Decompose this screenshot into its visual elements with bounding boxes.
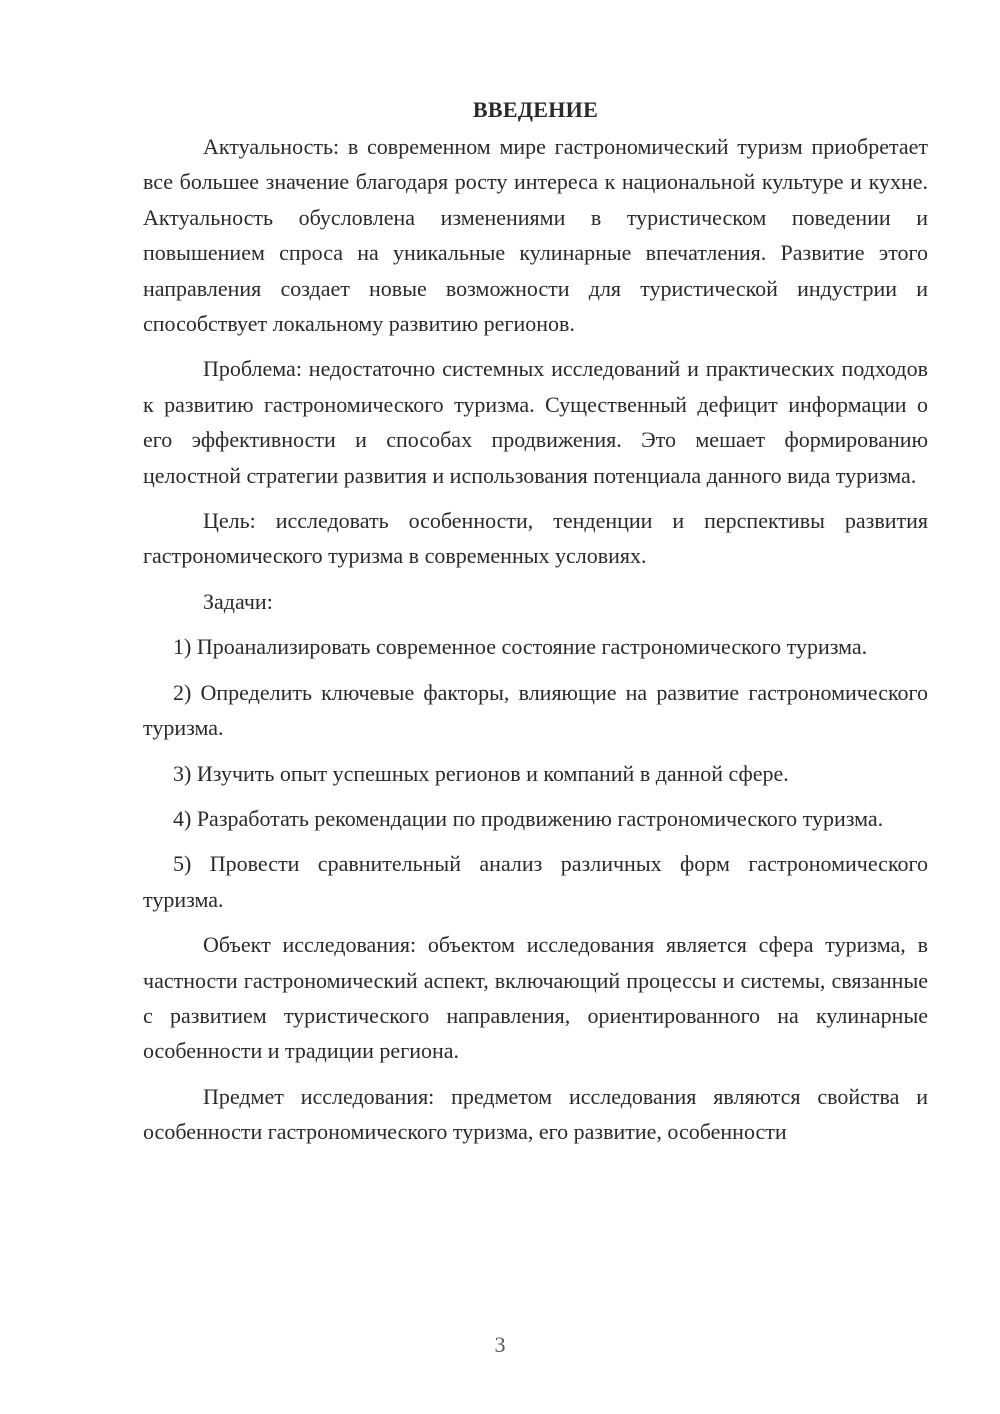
document-page	[143, 92, 928, 1160]
relevance-paragraph: Актуальность: в современном мире гастрономический туризм приобретает все большее значение благодаря росту интереса к национальной культуре и кухне. Актуальность обусловлена изменениями в туристическом поведении и повышением спроса на уникальные кулинарные впечатления. Развитие этого направления создает новые возможности для туристической индустрии и способствует локальному развитию регионов.	[143, 134, 928, 337]
task-item-1: 1) Проанализировать современное состояние гастрономического туризма.	[173, 634, 868, 660]
object-paragraph: Объект исследования: объектом исследования является сфера туризма, в частности гастрономический аспект, включающий процессы и системы, связанные с развитием туристического направления, ориентированного на кулинарные особенности и традиции региона.	[143, 932, 928, 1064]
task-item-5: 5) Провести сравнительный анализ различных форм гастрономического туризма.	[143, 851, 928, 912]
problem-paragraph: Проблема: недостаточно системных исследований и практических подходов к развитию гастрономического туризма. Существенный дефицит информации о его эффективности и способах продвижения. Это мешает формированию целостной стратегии развития и использования потенциала данного вида туризма.	[143, 356, 928, 488]
page-number: 3	[494, 1332, 506, 1357]
task-item-2: 2) Определить ключевые факторы, влияющие на развитие гастрономического туризма.	[143, 679, 928, 741]
section-heading: ВВЕДЕНИЕ	[472, 97, 599, 122]
task-item-4: 4) Разработать рекомендации по продвижению гастрономического туризма.	[173, 805, 884, 831]
subject-paragraph: Предмет исследования: предметом исследования являются свойства и особенности гастрономического туризма, его развитие, особенности	[143, 1083, 928, 1145]
tasks-heading: Задачи:	[203, 588, 273, 614]
goal-paragraph: Цель: исследовать особенности, тенденции и перспективы развития гастрономического туризма в современных условиях.	[143, 508, 928, 569]
task-item-3: 3) Изучить опыт успешных регионов и компаний в данной сфере.	[173, 760, 789, 786]
